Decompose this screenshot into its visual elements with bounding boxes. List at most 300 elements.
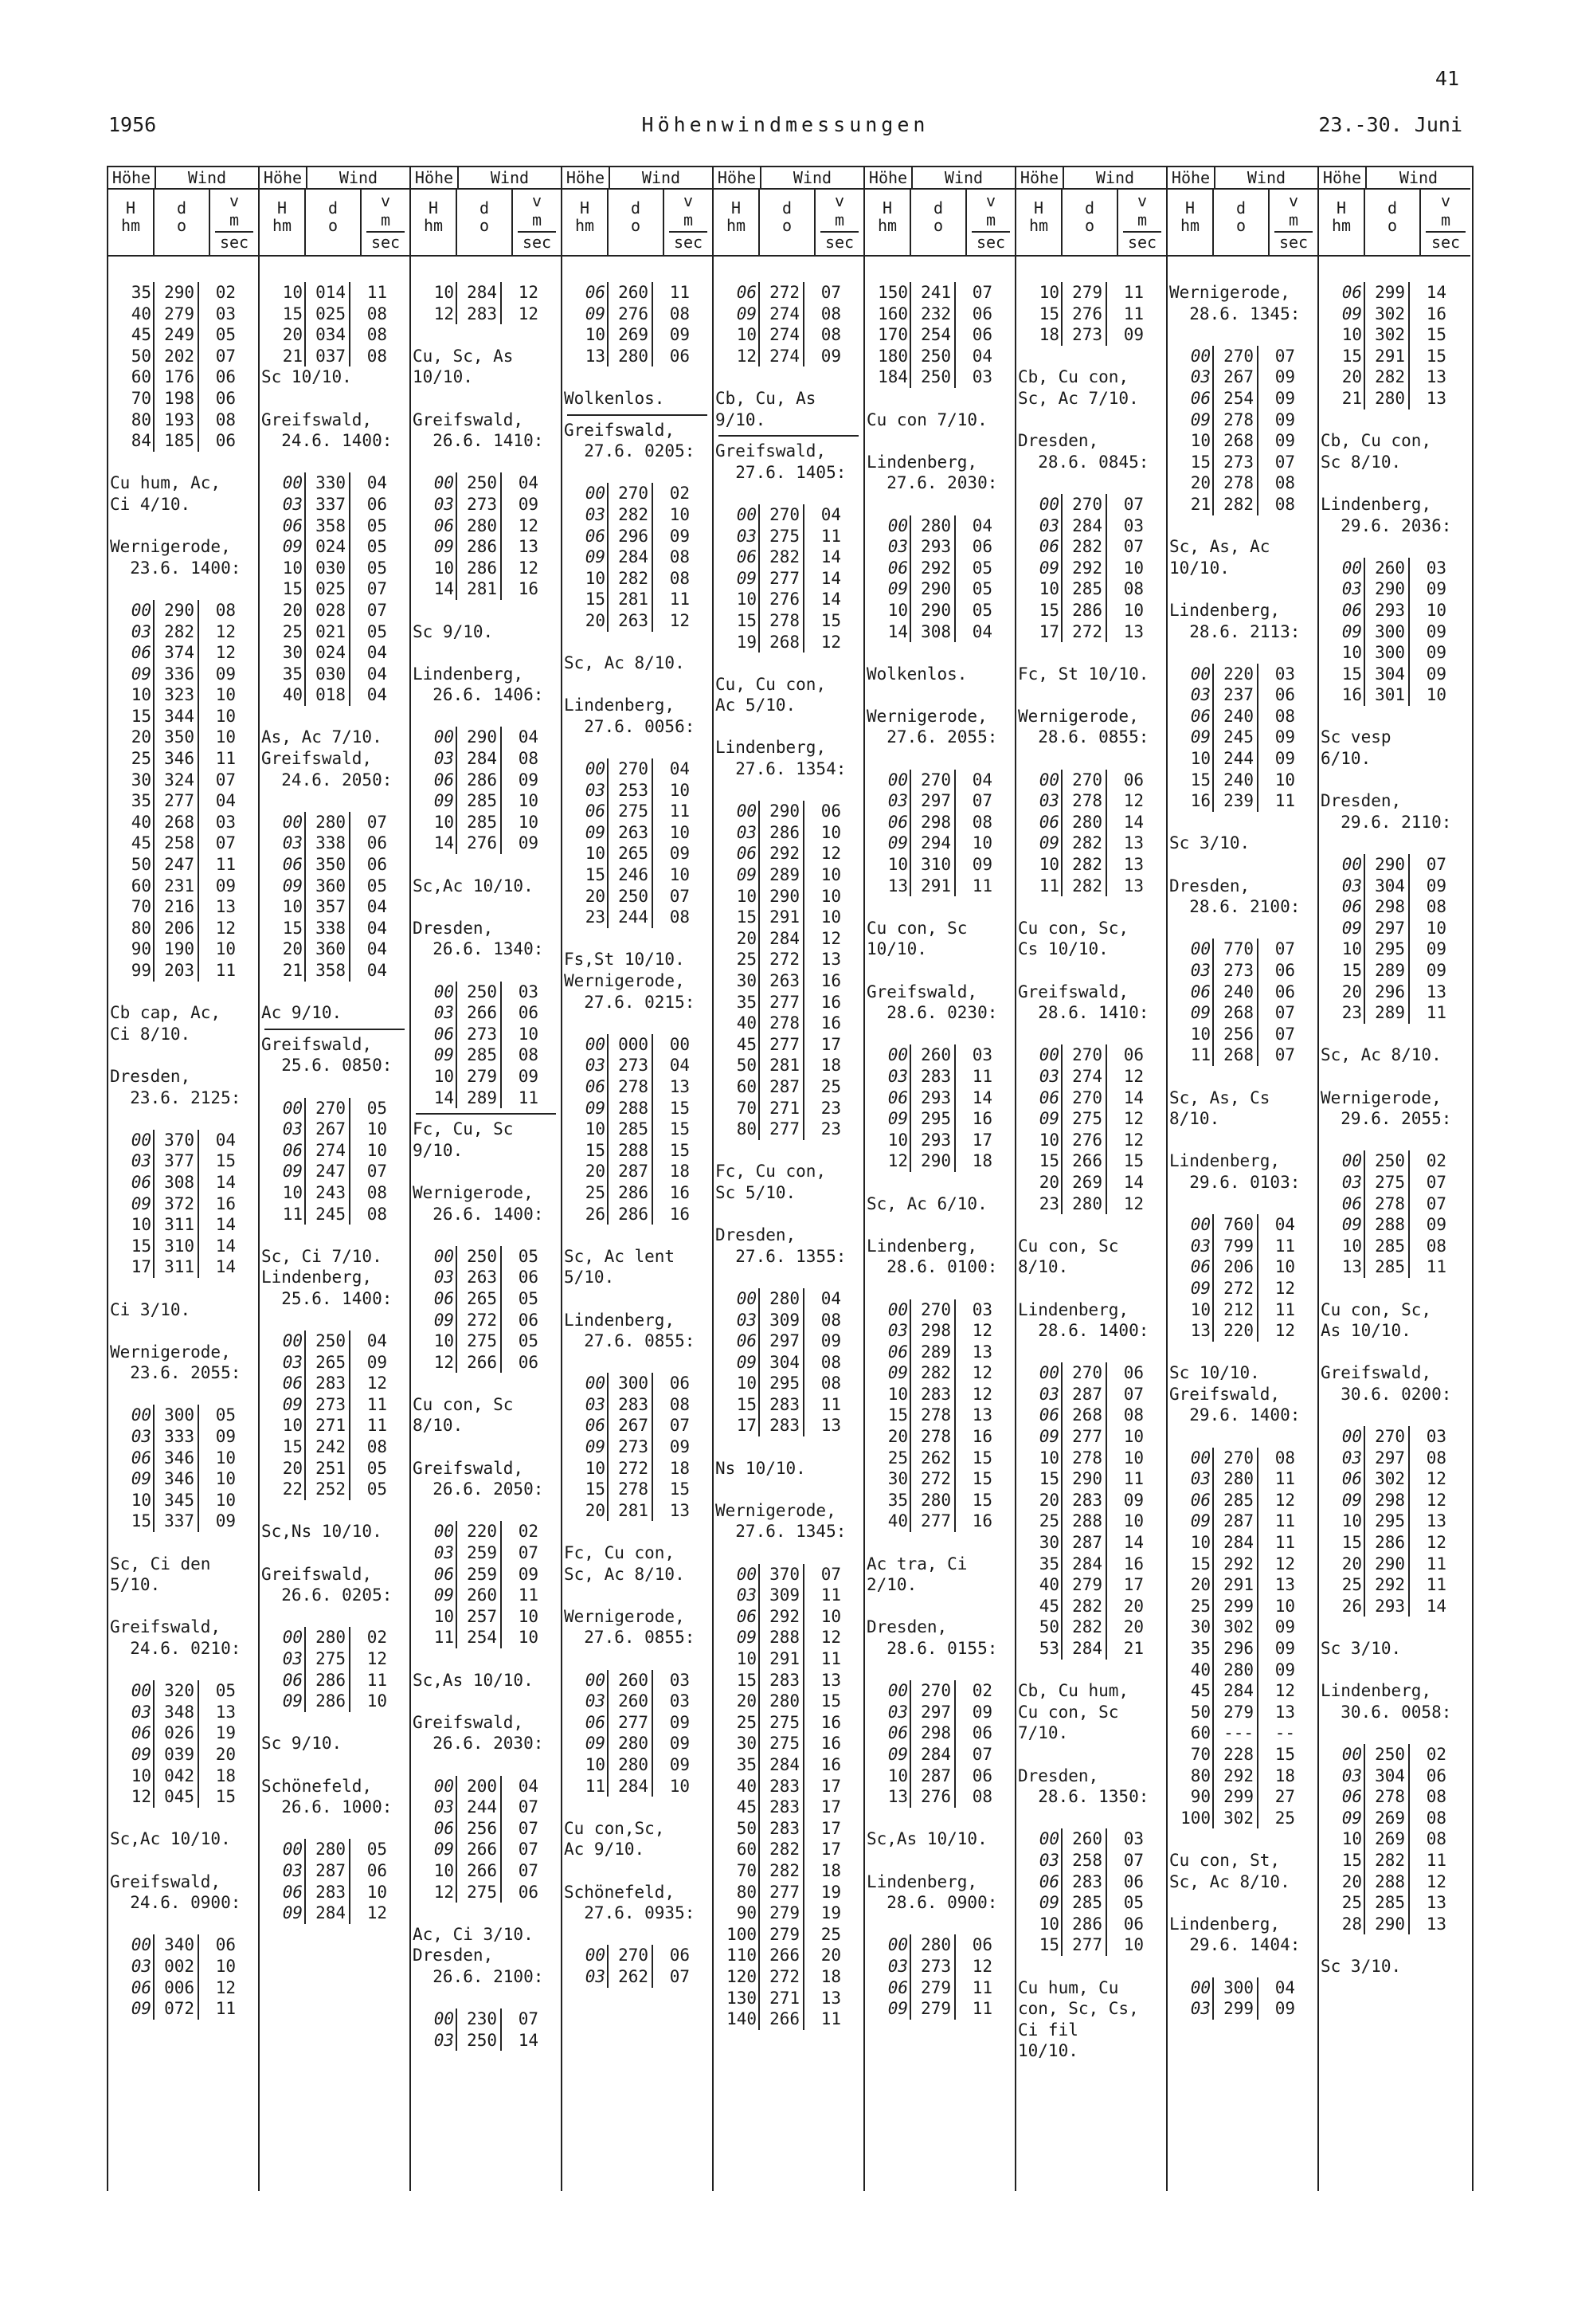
data-row xyxy=(1168,1998,1317,2020)
direction-value: 288 xyxy=(1061,1511,1107,1532)
direction-value: 250 xyxy=(456,982,502,1003)
column-header-units xyxy=(865,190,1015,257)
speed-value: 11 xyxy=(972,1999,992,2019)
height-value: 80 xyxy=(131,918,151,938)
direction-value: 309 xyxy=(758,1310,804,1331)
section-rule xyxy=(411,1108,561,1119)
height-value: 03 xyxy=(736,1310,757,1330)
data-row xyxy=(108,748,258,770)
height-value: 10 xyxy=(736,325,757,345)
data-row xyxy=(865,1299,1015,1321)
height-value: 14 xyxy=(433,833,454,853)
data-row xyxy=(1319,1426,1470,1448)
direction-value: 280 xyxy=(758,1288,804,1310)
speed-value: 09 xyxy=(1274,367,1295,387)
height-value: 40 xyxy=(282,685,303,705)
data-row xyxy=(1016,1362,1166,1384)
data-row xyxy=(1168,770,1317,791)
direction-value: 372 xyxy=(153,1193,199,1215)
data-row xyxy=(1319,1214,1470,1236)
annotation-text: Ci fil xyxy=(1018,2020,1078,2040)
height-value: 00 xyxy=(1341,1744,1362,1764)
height-value: 09 xyxy=(887,1999,908,2019)
data-row xyxy=(865,1934,1015,1956)
direction-value: 770 xyxy=(1212,939,1258,960)
speed-value: 15 xyxy=(669,1140,690,1160)
height-value: 09 xyxy=(1341,1215,1362,1235)
header-v: v xyxy=(531,191,542,210)
annotation-text: Sc 8/10. xyxy=(1321,452,1402,472)
height-value: 35 xyxy=(131,283,151,302)
data-row xyxy=(714,1924,863,1946)
direction-value: 269 xyxy=(1364,1808,1410,1829)
height-value: 90 xyxy=(131,939,151,959)
data-row xyxy=(714,1670,863,1691)
direction-value: 190 xyxy=(153,939,199,960)
column-header-units xyxy=(260,190,409,257)
speed-value: 03 xyxy=(518,982,538,1001)
data-row xyxy=(1016,1934,1166,1956)
data-row xyxy=(865,1342,1015,1363)
annotation-text: Greifswald, xyxy=(564,420,675,440)
height-value: 00 xyxy=(585,759,605,779)
spacer xyxy=(1168,1193,1317,1215)
data-row xyxy=(1319,1574,1470,1596)
height-value: 60 xyxy=(736,1076,757,1096)
data-row xyxy=(411,304,561,325)
direction-value: 301 xyxy=(1364,684,1410,706)
direction-value: 270 xyxy=(1061,1362,1107,1384)
speed-value: 15 xyxy=(1274,1744,1295,1764)
height-value: 20 xyxy=(282,325,303,345)
annotation-text: Fc, Cu con, xyxy=(564,1543,675,1563)
direction-value: 268 xyxy=(758,632,804,653)
speed-value: 06 xyxy=(1123,1045,1144,1065)
speed-value: 10 xyxy=(215,1490,236,1510)
data-row xyxy=(108,346,258,367)
data-row xyxy=(865,1066,1015,1088)
data-row xyxy=(411,515,561,537)
height-value: 06 xyxy=(887,1342,908,1362)
spacer xyxy=(1016,472,1166,494)
speed-value: 02 xyxy=(215,283,236,302)
spacer xyxy=(108,1850,258,1871)
speed-value: 09 xyxy=(1274,1660,1295,1679)
speed-value: 06 xyxy=(366,494,387,514)
height-value: 09 xyxy=(282,1691,303,1711)
header-m: m xyxy=(985,210,996,229)
height-value: 40 xyxy=(736,1776,757,1796)
direction-value: 308 xyxy=(153,1172,199,1193)
height-value: 70 xyxy=(131,897,151,917)
height-value: 09 xyxy=(887,579,908,599)
data-row xyxy=(260,1691,409,1712)
annotation-text: Sc,As 10/10. xyxy=(867,1829,988,1849)
speed-value: 12 xyxy=(1274,1490,1295,1510)
header-H: H xyxy=(1033,198,1044,218)
direction-value: 323 xyxy=(153,684,199,706)
annotation-text: 10/10. xyxy=(413,367,473,387)
annotation-text: Sc, Ac 8/10. xyxy=(564,1564,685,1584)
direction-value: 304 xyxy=(758,1352,804,1374)
direction-value: 279 xyxy=(153,304,199,325)
data-row xyxy=(562,1098,712,1119)
annotation-text: 27.6. 0056: xyxy=(564,716,695,736)
height-value: 03 xyxy=(887,1956,908,1976)
header-v: v xyxy=(380,191,391,210)
spacer xyxy=(1319,1660,1470,1681)
direction-value: 270 xyxy=(1061,1088,1107,1109)
height-value: 40 xyxy=(1190,1660,1211,1679)
height-value: 00 xyxy=(887,1299,908,1319)
direction-value: 273 xyxy=(304,1394,350,1416)
direction-value: 272 xyxy=(758,282,804,304)
direction-value: 277 xyxy=(758,1882,804,1903)
data-row xyxy=(562,1055,712,1076)
speed-value: 04 xyxy=(366,897,387,917)
height-value: 10 xyxy=(1190,1299,1211,1319)
header-speed-unit xyxy=(1421,190,1470,255)
annotation-text: Wernigerode, xyxy=(110,1342,231,1362)
data-row xyxy=(1168,939,1317,960)
height-value: 16 xyxy=(1341,685,1362,705)
height-value: 35 xyxy=(736,992,757,1012)
data-row xyxy=(108,664,258,685)
speed-value: 20 xyxy=(1123,1617,1144,1637)
data-row xyxy=(562,1776,712,1797)
spacer xyxy=(714,780,863,801)
speed-value: 10 xyxy=(1426,685,1446,705)
direction-value: 260 xyxy=(1061,1828,1107,1850)
header-hm: hm xyxy=(726,216,746,235)
speed-value: 25 xyxy=(820,1924,841,1944)
spacer xyxy=(108,1808,258,1829)
height-value: 23 xyxy=(585,907,605,927)
annotation-text: 28.6. 1410: xyxy=(1018,1003,1149,1023)
spacer xyxy=(865,1850,1015,1871)
data-row xyxy=(260,1182,409,1204)
height-value: 140 xyxy=(726,2009,757,2029)
spacer xyxy=(865,1172,1015,1193)
height-value: 15 xyxy=(1190,452,1211,472)
spacer xyxy=(1016,1342,1166,1363)
column-body xyxy=(562,257,712,1988)
data-row xyxy=(411,1585,561,1606)
spacer xyxy=(260,1712,409,1734)
speed-value: 09 xyxy=(972,855,992,875)
speed-value: 12 xyxy=(1123,1109,1144,1129)
annotation-text: 6/10. xyxy=(1321,749,1372,769)
speed-value: 09 xyxy=(1426,961,1446,980)
height-value: 00 xyxy=(887,1681,908,1701)
direction-value: 270 xyxy=(1061,1044,1107,1066)
speed-value: 12 xyxy=(1426,1871,1446,1891)
height-value: 06 xyxy=(282,1140,303,1160)
data-row xyxy=(714,928,863,950)
speed-value: 04 xyxy=(820,504,841,524)
direction-value: 338 xyxy=(304,833,350,854)
data-row xyxy=(1319,896,1470,918)
header-direction-unit xyxy=(457,190,513,255)
height-value: 45 xyxy=(1039,1596,1059,1616)
column-header-units xyxy=(1168,190,1317,257)
height-value: 03 xyxy=(282,833,303,853)
annotation-text: 5/10. xyxy=(564,1268,615,1287)
speed-value: 23 xyxy=(820,1119,841,1139)
height-value: 23 xyxy=(1341,1003,1362,1023)
speed-value: 10 xyxy=(518,791,538,811)
annotation-text: 26.6. 2050: xyxy=(413,1479,544,1499)
speed-value: 13 xyxy=(1426,1511,1446,1531)
direction-value: 268 xyxy=(153,812,199,833)
data-row xyxy=(1016,1150,1166,1172)
direction-value: 283 xyxy=(304,1882,350,1903)
data-row xyxy=(714,1648,863,1670)
spacer xyxy=(411,1903,561,1924)
height-value: 00 xyxy=(433,1522,454,1542)
direction-value: 293 xyxy=(910,536,956,558)
spacer xyxy=(865,1808,1015,1829)
height-value: 09 xyxy=(585,1734,605,1754)
height-value: 20 xyxy=(1190,1575,1211,1595)
direction-value: 304 xyxy=(1364,876,1410,897)
data-row xyxy=(1016,1638,1166,1660)
height-value: 09 xyxy=(736,1628,757,1648)
speed-value: 11 xyxy=(972,1066,992,1086)
data-row xyxy=(1168,472,1317,494)
direction-value: 302 xyxy=(1212,1808,1258,1829)
data-row xyxy=(260,939,409,960)
spacer xyxy=(1016,1214,1166,1236)
annotation-text: Lindenberg, xyxy=(1018,1299,1129,1319)
height-value: 06 xyxy=(1039,1871,1059,1891)
height-value: 06 xyxy=(887,812,908,832)
speed-value: 03 xyxy=(215,812,236,832)
height-value: 06 xyxy=(736,844,757,864)
annotation-text: Sc vesp xyxy=(1321,727,1391,747)
height-value: 03 xyxy=(1190,685,1211,705)
data-row xyxy=(411,282,561,304)
data-row xyxy=(108,918,258,939)
height-value: 00 xyxy=(131,1130,151,1150)
header-sec: sec xyxy=(669,231,707,252)
annotation-text: 23.6. 2125: xyxy=(110,1088,241,1107)
annotation-text: Schönefeld, xyxy=(564,1882,675,1902)
data-row xyxy=(108,1680,258,1702)
speed-value: 10 xyxy=(215,1448,236,1468)
height-value: 09 xyxy=(433,1585,454,1605)
height-value: 00 xyxy=(1039,1363,1059,1383)
speed-value: 06 xyxy=(1123,1871,1144,1891)
annotation-text: 26.6. 1400: xyxy=(413,1204,544,1224)
direction-value: 258 xyxy=(153,833,199,854)
data-row xyxy=(714,1119,863,1140)
data-row xyxy=(1168,410,1317,431)
height-value: 09 xyxy=(282,1903,303,1923)
speed-value: 05 xyxy=(366,537,387,557)
height-value: 09 xyxy=(282,537,303,557)
height-value: 09 xyxy=(736,865,757,885)
direction-value: 360 xyxy=(304,939,350,960)
speed-value: 06 xyxy=(972,304,992,323)
spacer xyxy=(260,982,409,1003)
header-hm: hm xyxy=(1331,216,1352,235)
header-d: d xyxy=(1084,198,1095,218)
data-row xyxy=(411,833,561,854)
height-value: 03 xyxy=(131,621,151,641)
speed-value: 10 xyxy=(215,1469,236,1489)
speed-value: 15 xyxy=(972,1448,992,1468)
direction-value: 289 xyxy=(1364,1002,1410,1024)
height-value: 26 xyxy=(585,1204,605,1224)
annotation-text: Ac 5/10. xyxy=(715,696,796,715)
spacer xyxy=(1168,515,1317,537)
data-row xyxy=(108,939,258,960)
speed-value: 07 xyxy=(669,886,690,906)
speed-value: 07 xyxy=(1274,346,1295,366)
data-row xyxy=(714,1882,863,1903)
height-value: 03 xyxy=(131,1151,151,1171)
spacer xyxy=(1319,1617,1470,1638)
data-row xyxy=(260,642,409,664)
header-H: H xyxy=(1336,198,1347,218)
height-value: 30 xyxy=(1039,1533,1059,1553)
direction-value: 287 xyxy=(758,1076,804,1098)
direction-value: 304 xyxy=(1364,1766,1410,1787)
height-value: 10 xyxy=(1039,855,1059,875)
data-row xyxy=(1319,388,1470,410)
speed-value: 04 xyxy=(669,759,690,779)
direction-value: 292 xyxy=(910,558,956,579)
speed-value: 17 xyxy=(972,1130,992,1150)
data-row xyxy=(865,1405,1015,1426)
speed-value: 04 xyxy=(518,1776,538,1796)
height-value: 30 xyxy=(736,1734,757,1754)
direction-value: 286 xyxy=(456,558,502,579)
speed-value: 19 xyxy=(215,1723,236,1743)
data-row xyxy=(714,346,863,367)
height-value: 10 xyxy=(1039,1130,1059,1150)
data-row xyxy=(1016,1914,1166,1935)
speed-value: 04 xyxy=(366,961,387,980)
annotation-text: 8/10. xyxy=(1018,1257,1069,1277)
header-sec: sec xyxy=(1123,231,1161,252)
data-row xyxy=(714,2009,863,2030)
speed-value: 07 xyxy=(366,579,387,599)
speed-value: 02 xyxy=(1426,1151,1446,1171)
annotation-text: Lindenberg, xyxy=(867,1871,978,1891)
height-value: 03 xyxy=(433,1797,454,1817)
table-column-4 xyxy=(562,167,714,2191)
height-value: 11 xyxy=(1039,876,1059,896)
direction-value: 292 xyxy=(1212,1554,1258,1575)
data-row xyxy=(714,1585,863,1606)
direction-value: 284 xyxy=(1212,1680,1258,1702)
header-H: H xyxy=(428,198,439,218)
data-row xyxy=(1168,748,1317,770)
height-value: 15 xyxy=(1190,770,1211,790)
direction-value: 287 xyxy=(304,1860,350,1882)
direction-value: 253 xyxy=(607,780,653,801)
data-row xyxy=(714,610,863,632)
direction-value: 293 xyxy=(1364,1596,1410,1617)
data-row xyxy=(1319,1468,1470,1490)
spacer xyxy=(562,1013,712,1034)
annotation-text: 28.6. 0845: xyxy=(1018,452,1149,472)
direction-value: 348 xyxy=(153,1702,199,1723)
data-row xyxy=(1016,324,1166,346)
spacer xyxy=(1168,918,1317,939)
height-value: 09 xyxy=(433,1045,454,1065)
data-row xyxy=(411,982,561,1003)
data-row xyxy=(714,1352,863,1374)
direction-value: 045 xyxy=(153,1786,199,1808)
spacer xyxy=(562,1797,712,1818)
data-row xyxy=(1168,960,1317,982)
annotation-text: Sc,Ns 10/10. xyxy=(261,1522,382,1542)
height-value: 10 xyxy=(282,558,303,578)
direction-value: 250 xyxy=(910,346,956,367)
speed-value: 09 xyxy=(518,1066,538,1086)
spacer xyxy=(865,896,1015,918)
direction-value: 291 xyxy=(1364,346,1410,367)
data-row xyxy=(108,324,258,346)
direction-value: 278 xyxy=(910,1405,956,1426)
section-rule xyxy=(260,1024,409,1034)
annotation-text: 24.6. 2050: xyxy=(261,770,393,790)
data-row xyxy=(108,1998,258,2020)
data-row xyxy=(1319,1150,1470,1172)
height-value: 03 xyxy=(736,1585,757,1605)
height-value: 10 xyxy=(887,1130,908,1150)
data-row xyxy=(411,1606,561,1628)
header-sec: sec xyxy=(366,231,405,252)
header-hoehe: Höhe xyxy=(411,167,459,188)
direction-value: 230 xyxy=(456,2009,502,2030)
direction-value: 333 xyxy=(153,1426,199,1448)
speed-value: 12 xyxy=(366,1374,387,1393)
spacer xyxy=(108,1914,258,1935)
speed-value: 02 xyxy=(518,1522,538,1542)
direction-value: 285 xyxy=(456,812,502,833)
speed-value: 16 xyxy=(820,971,841,990)
speed-value: 12 xyxy=(1123,1066,1144,1086)
spacer xyxy=(1319,1024,1470,1045)
direction-value: 297 xyxy=(910,790,956,812)
direction-value: 291 xyxy=(910,876,956,897)
height-value: 03 xyxy=(585,504,605,524)
height-value: 00 xyxy=(1039,1829,1059,1849)
speed-value: 07 xyxy=(518,2009,538,2029)
header-direction-unit xyxy=(1365,190,1421,255)
data-row xyxy=(562,1204,712,1225)
direction-value: 283 xyxy=(758,1797,804,1818)
height-value: 09 xyxy=(1039,1893,1059,1913)
data-row xyxy=(714,1627,863,1648)
spacer xyxy=(562,366,712,388)
height-value: 10 xyxy=(1190,1024,1211,1044)
speed-value: 11 xyxy=(366,1394,387,1414)
direction-value: 274 xyxy=(758,304,804,325)
direction-value: 273 xyxy=(910,1956,956,1977)
spacer xyxy=(1168,1828,1317,1850)
direction-value: 288 xyxy=(758,1627,804,1648)
speed-value: 07 xyxy=(972,283,992,302)
spacer xyxy=(1016,1278,1166,1299)
annotation-text: Cs 10/10. xyxy=(1018,939,1109,959)
speed-value: 13 xyxy=(1123,621,1144,641)
annotation-text: 23.6. 1400: xyxy=(110,558,241,578)
